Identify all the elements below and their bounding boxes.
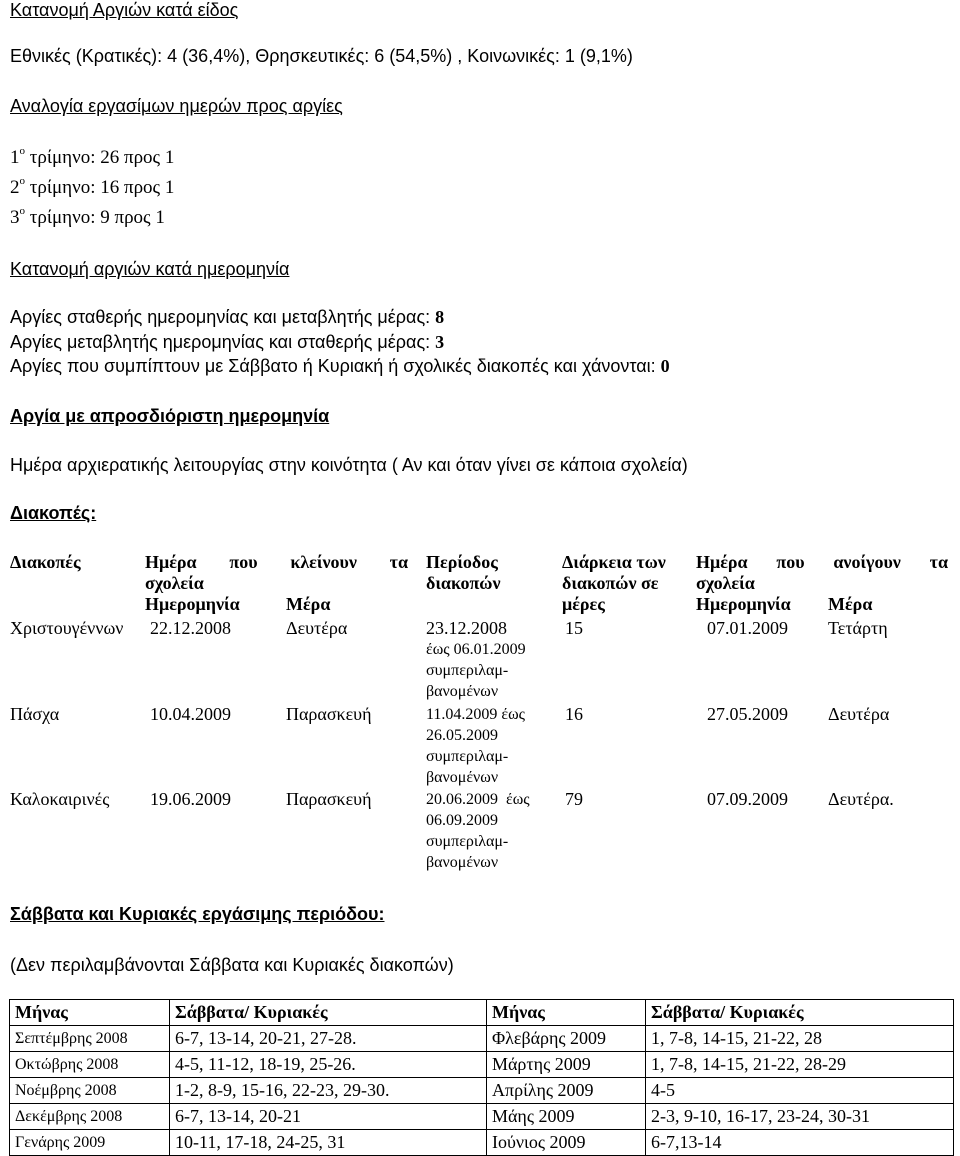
close-date-subheader: Ημερομηνία <box>145 594 240 614</box>
month-header: Μήνας <box>10 1000 170 1026</box>
col-period-header-line2: διακοπών <box>426 573 501 593</box>
open-day: Δευτέρα. <box>828 789 894 809</box>
col-duration-header-line2: διακοπών σε <box>562 573 659 593</box>
month-cell: Σεπτέμβρης 2008 <box>10 1026 170 1052</box>
col-period-header-line1: Περίοδος <box>426 552 498 572</box>
open-day-subheader: Μέρα <box>828 594 873 614</box>
period-line2: 26.05.2009 <box>426 727 498 744</box>
month-cell: Νοέμβρης 2008 <box>10 1078 170 1104</box>
variable-date-holidays: Αργίες μεταβλητής ημερομηνίας και σταθερής μέρας: 3 <box>10 332 445 352</box>
col-close-header-line2: σχολεία <box>145 573 204 593</box>
table-row <box>10 1104 954 1130</box>
weekends-cell: 4-5 <box>646 1078 954 1104</box>
weekends-header-row <box>10 1000 954 1026</box>
vacation-name: Καλοκαιρινές <box>10 789 110 809</box>
heading-workdays-ratio: Αναλογία εργασίμων ημερών προς αργίες <box>10 96 343 116</box>
trimester-1: $1^o$ τρίμηνο: 26 προς 1 <box>10 145 175 168</box>
weekends-cell: 1, 7-8, 14-15, 21-22, 28 <box>646 1026 954 1052</box>
weekends-cell: 6-7, 13-14, 20-21, 27-28. <box>170 1026 487 1052</box>
weekends-cell: 1, 7-8, 14-15, 21-22, 28-29 <box>646 1052 954 1078</box>
weekends-cell: 6-7, 13-14, 20-21 <box>170 1104 487 1130</box>
weekends-cell: 6-7,13-14 <box>646 1130 954 1156</box>
weekends-header: Σάββατα/ Κυριακές <box>170 1000 487 1026</box>
open-day: Δευτέρα <box>828 704 890 724</box>
close-day-subheader: Μέρα <box>286 594 331 614</box>
month-cell: Φλεβάρης 2009 <box>487 1026 646 1052</box>
col-close-header-line1: Ημέρα που κλείνουν τα <box>145 552 408 572</box>
period-line3: συμπεριλαμ- <box>426 662 509 679</box>
open-day: Τετάρτη <box>828 618 888 638</box>
col-open-header-line2: σχολεία <box>696 573 755 593</box>
month-cell: Οκτώβρης 2008 <box>10 1052 170 1078</box>
open-date-subheader: Ημερομηνία <box>696 594 791 614</box>
month-cell: Δεκέμβρης 2008 <box>10 1104 170 1130</box>
table-row <box>10 1026 954 1052</box>
period-line2: 06.09.2009 <box>426 812 498 829</box>
weekends-note: (Δεν περιλαμβάνονται Σάββατα και Κυριακές διακοπών) <box>10 955 454 975</box>
close-day: Παρασκευή <box>286 704 372 724</box>
open-date: 07.09.2009 <box>707 789 788 809</box>
period-line2: έως 06.01.2009 <box>426 641 526 658</box>
weekends-cell: 1-2, 8-9, 15-16, 22-23, 29-30. <box>170 1078 487 1104</box>
trimester-2: $2^o$ τρίμηνο: 16 προς 1 <box>10 175 175 198</box>
open-date: 27.05.2009 <box>707 704 788 724</box>
period-line4: βανομένων <box>426 854 499 871</box>
duration-days: 15 <box>565 618 583 638</box>
close-date: 19.06.2009 <box>150 789 231 809</box>
weekends-cell: 2-3, 9-10, 16-17, 23-24, 30-31 <box>646 1104 954 1130</box>
lost-holidays: Αργίες που συμπίπτουν με Σάββατο ή Κυριακή ή σχολικές διακοπές και χάνονται: 0 <box>10 356 670 376</box>
month-cell: Μάης 2009 <box>487 1104 646 1130</box>
weekends-cell: 10-11, 17-18, 24-25, 31 <box>170 1130 487 1156</box>
heading-vacations: Διακοπές: <box>10 503 97 523</box>
period-line3: συμπεριλαμ- <box>426 748 509 765</box>
close-date: 10.04.2009 <box>150 704 231 724</box>
table-row <box>10 1130 954 1156</box>
month-cell: Γενάρης 2009 <box>10 1130 170 1156</box>
col-duration-header-line1: Διάρκεια των <box>562 552 666 572</box>
heading-distribution-by-type: Κατανομή Αργιών κατά είδος <box>10 0 239 20</box>
heading-working-weekends: Σάββατα και Κυριακές εργάσιμης περιόδου: <box>10 904 385 924</box>
trimester-3: $3^o$ τρίμηνο: 9 προς 1 <box>10 205 165 228</box>
month-header: Μήνας <box>487 1000 646 1026</box>
weekends-header: Σάββατα/ Κυριακές <box>646 1000 954 1026</box>
month-cell: Απρίλης 2009 <box>487 1078 646 1104</box>
table-row <box>10 1052 954 1078</box>
duration-days: 79 <box>565 789 583 809</box>
duration-days: 16 <box>565 704 583 724</box>
close-day: Παρασκευή <box>286 789 372 809</box>
col-duration-header-line3: μέρες <box>562 594 605 614</box>
month-cell: Ιούνιος 2009 <box>487 1130 646 1156</box>
weekends-cell: 4-5, 11-12, 18-19, 25-26. <box>170 1052 487 1078</box>
table-row <box>10 1078 954 1104</box>
month-cell: Μάρτης 2009 <box>487 1052 646 1078</box>
vacation-name: Χριστουγέννων <box>10 618 124 638</box>
col-open-header-line1: Ημέρα που ανοίγουν τα <box>696 552 948 572</box>
open-date: 07.01.2009 <box>707 618 788 638</box>
period-line4: βανομένων <box>426 769 499 786</box>
period-line1: 20.06.2009 έως <box>426 791 530 808</box>
fixed-date-holidays: Αργίες σταθερής ημερομηνίας και μεταβλητής μέρας: 8 <box>10 307 445 327</box>
weekends-table <box>9 999 954 1156</box>
heading-distribution-by-date: Κατανομή αργιών κατά ημερομηνία <box>10 259 290 279</box>
heading-undetermined-holiday: Αργία με απροσδιόριστη ημερομηνία <box>10 406 330 426</box>
col-vacations-header: Διακοπές <box>10 552 81 572</box>
period-line1: 23.12.2008 <box>426 618 507 638</box>
close-day: Δευτέρα <box>286 618 348 638</box>
period-line4: βανομένων <box>426 683 499 700</box>
period-line3: συμπεριλαμ- <box>426 833 509 850</box>
distribution-text: Εθνικές (Κρατικές): 4 (36,4%), Θρησκευτικές: 6 (54,5%) , Κοινωνικές: 1 (9,1%) <box>10 46 633 66</box>
vacation-name: Πάσχα <box>10 704 60 724</box>
undetermined-holiday-text: Ημέρα αρχιερατικής λειτουργίας στην κοινότητα ( Αν και όταν γίνει σε κάποια σχολεία) <box>10 455 688 475</box>
period-line1: 11.04.2009 έως <box>426 706 525 723</box>
close-date: 22.12.2008 <box>150 618 231 638</box>
